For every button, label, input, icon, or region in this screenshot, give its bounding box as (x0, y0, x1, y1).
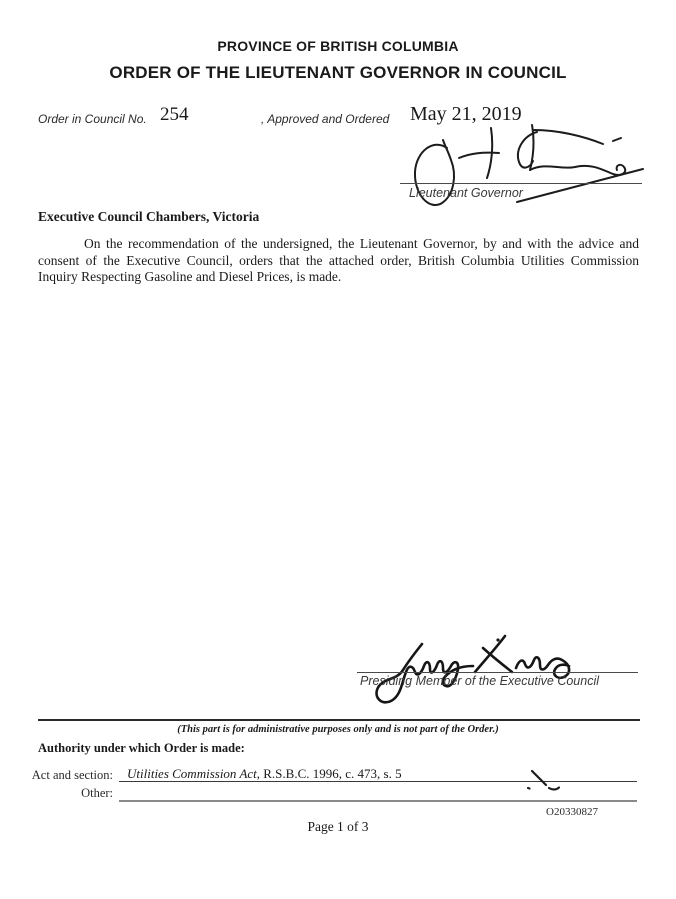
page-indicator: Page 1 of 3 (307, 819, 369, 834)
order-in-council-number-value: 254 (160, 104, 189, 125)
presiding-member-caption: Presiding Member of the Executive Council (360, 674, 600, 688)
act-citation: , R.S.B.C. 1996, c. 473, s. 5 (256, 766, 402, 781)
order-title: ORDER OF THE LIEUTENANT GOVERNOR IN COUNCIL (109, 63, 567, 82)
act-and-section-label: Act and section: (31, 768, 113, 782)
other-label: Other: (81, 786, 113, 800)
presiding-member-signature-line (357, 672, 638, 673)
order-in-council-number-label: Order in Council No. (38, 112, 147, 126)
presiding-member-signature-image (353, 628, 645, 704)
other-field-line (119, 800, 637, 802)
document-number: O20330827 (546, 806, 598, 818)
approval-date: May 21, 2019 (410, 103, 522, 125)
authority-heading: Authority under which Order is made: (38, 741, 245, 755)
handwritten-initial-mark (523, 768, 563, 794)
approved-and-ordered-label: , Approved and Ordered (261, 112, 390, 126)
province-title: PROVINCE OF BRITISH COLUMBIA (217, 38, 459, 54)
lieutenant-governor-caption: Lieutenant Governor (409, 186, 523, 200)
location-heading: Executive Council Chambers, Victoria (38, 209, 260, 224)
administrative-section-divider (38, 719, 640, 721)
order-paragraph: On the recommendation of the undersigned, the Lieutenant Governor, by and with the advice and consent of the Executive Council, orders that the attached order, British Columbia Utilities Commission Inquiry Respecting Gasoline and Diesel Prices, is made. (38, 236, 639, 285)
administrative-note: (This part is for administrative purposes only and is not part of the Order.) (177, 724, 499, 735)
act-and-section-value (127, 766, 402, 782)
act-name: Utilities Commission Act (127, 766, 257, 781)
lieutenant-governor-signature-line (400, 183, 642, 184)
